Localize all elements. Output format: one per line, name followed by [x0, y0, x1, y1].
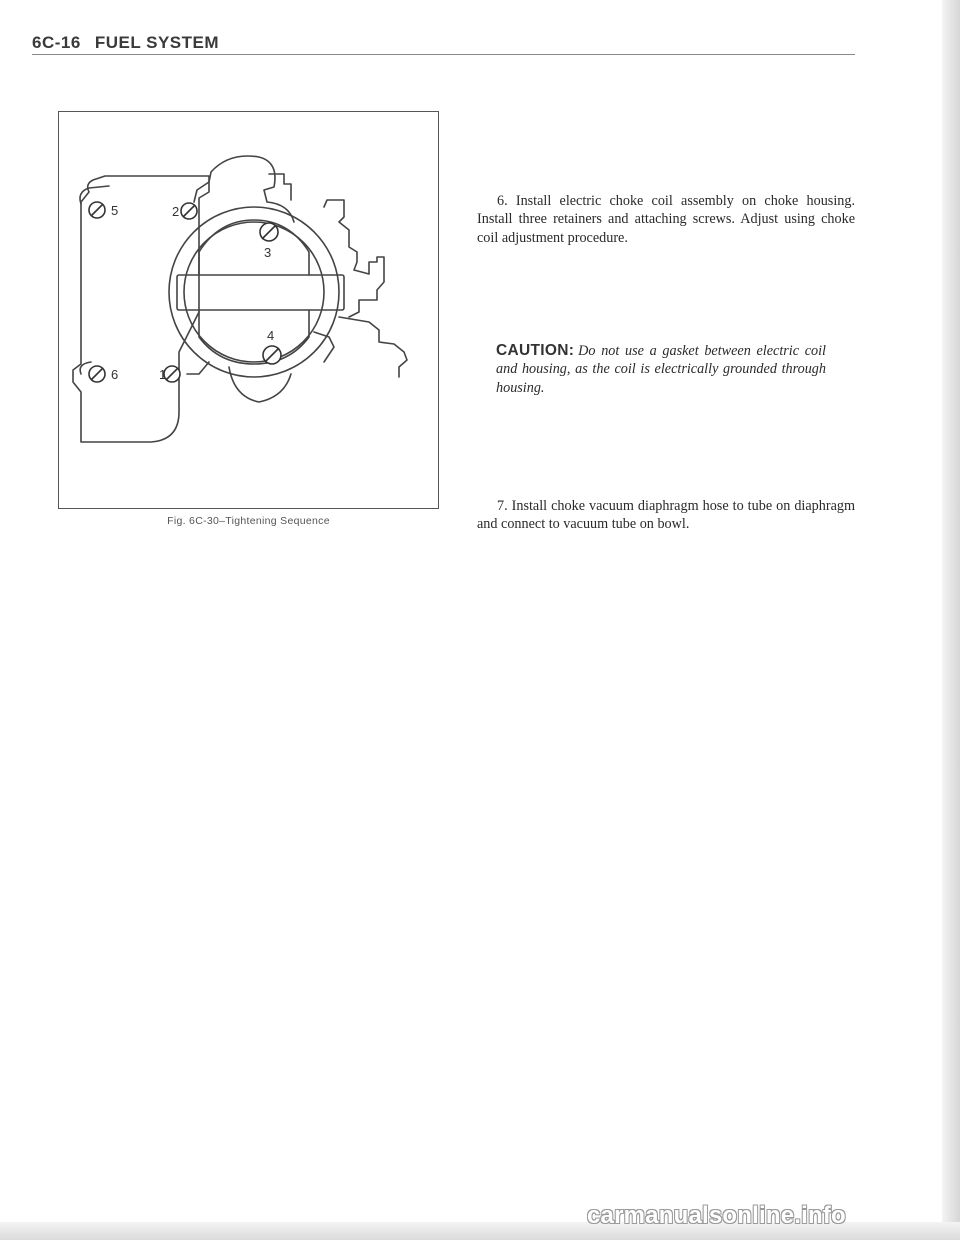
caution-text: Do not use a gasket between electric coil and housing, as the coil is electrically grounded through housing. — [496, 343, 826, 396]
left-ear-upper — [80, 186, 109, 204]
screw-6-icon — [89, 366, 105, 382]
label-3: 3 — [264, 245, 272, 260]
page-header — [32, 33, 219, 53]
linkage-lower-right — [339, 317, 407, 377]
label-4: 4 — [267, 328, 275, 343]
carburetor-diagram — [59, 112, 440, 510]
linkage-hook — [314, 332, 334, 362]
bore-outer — [169, 207, 339, 377]
step-7-paragraph: 7. Install choke vacuum diaphragm hose to tube on diaphragm and connect to vacuum tube on bowl. — [477, 498, 855, 533]
label-1: 1 — [159, 367, 167, 382]
page-edge-shadow — [942, 0, 960, 1240]
bowl-left — [187, 362, 209, 374]
screw-3-icon — [260, 223, 278, 241]
choke-plate — [177, 275, 344, 310]
figure-tightening-sequence — [58, 111, 439, 509]
figure-caption: Fig. 6C-30–Tightening Sequence — [167, 515, 330, 527]
linkage-upper-right — [324, 200, 384, 317]
label-5: 5 — [111, 203, 119, 218]
watermark-link[interactable]: carmanualsonline.info — [587, 1202, 846, 1229]
screw-4-icon — [263, 346, 281, 364]
bore-inner-bottom — [199, 310, 309, 364]
caution-label: CAUTION: — [496, 342, 575, 359]
screw-1-icon — [164, 366, 180, 382]
bore-inner-top — [199, 220, 309, 275]
screw-2-icon — [181, 203, 197, 219]
caution-note — [496, 342, 826, 397]
label-6: 6 — [111, 367, 119, 382]
label-2: 2 — [172, 204, 180, 219]
header-rule — [32, 54, 855, 55]
section-title: FUEL SYSTEM — [94, 33, 220, 52]
page-code: 6C-16 — [32, 33, 81, 52]
screw-5-icon — [89, 202, 105, 218]
step-6-paragraph: 6. Install electric choke coil assembly on choke housing. Install three retainers and attaching screws. Adjust using choke coil adjustment procedure. — [477, 193, 855, 246]
